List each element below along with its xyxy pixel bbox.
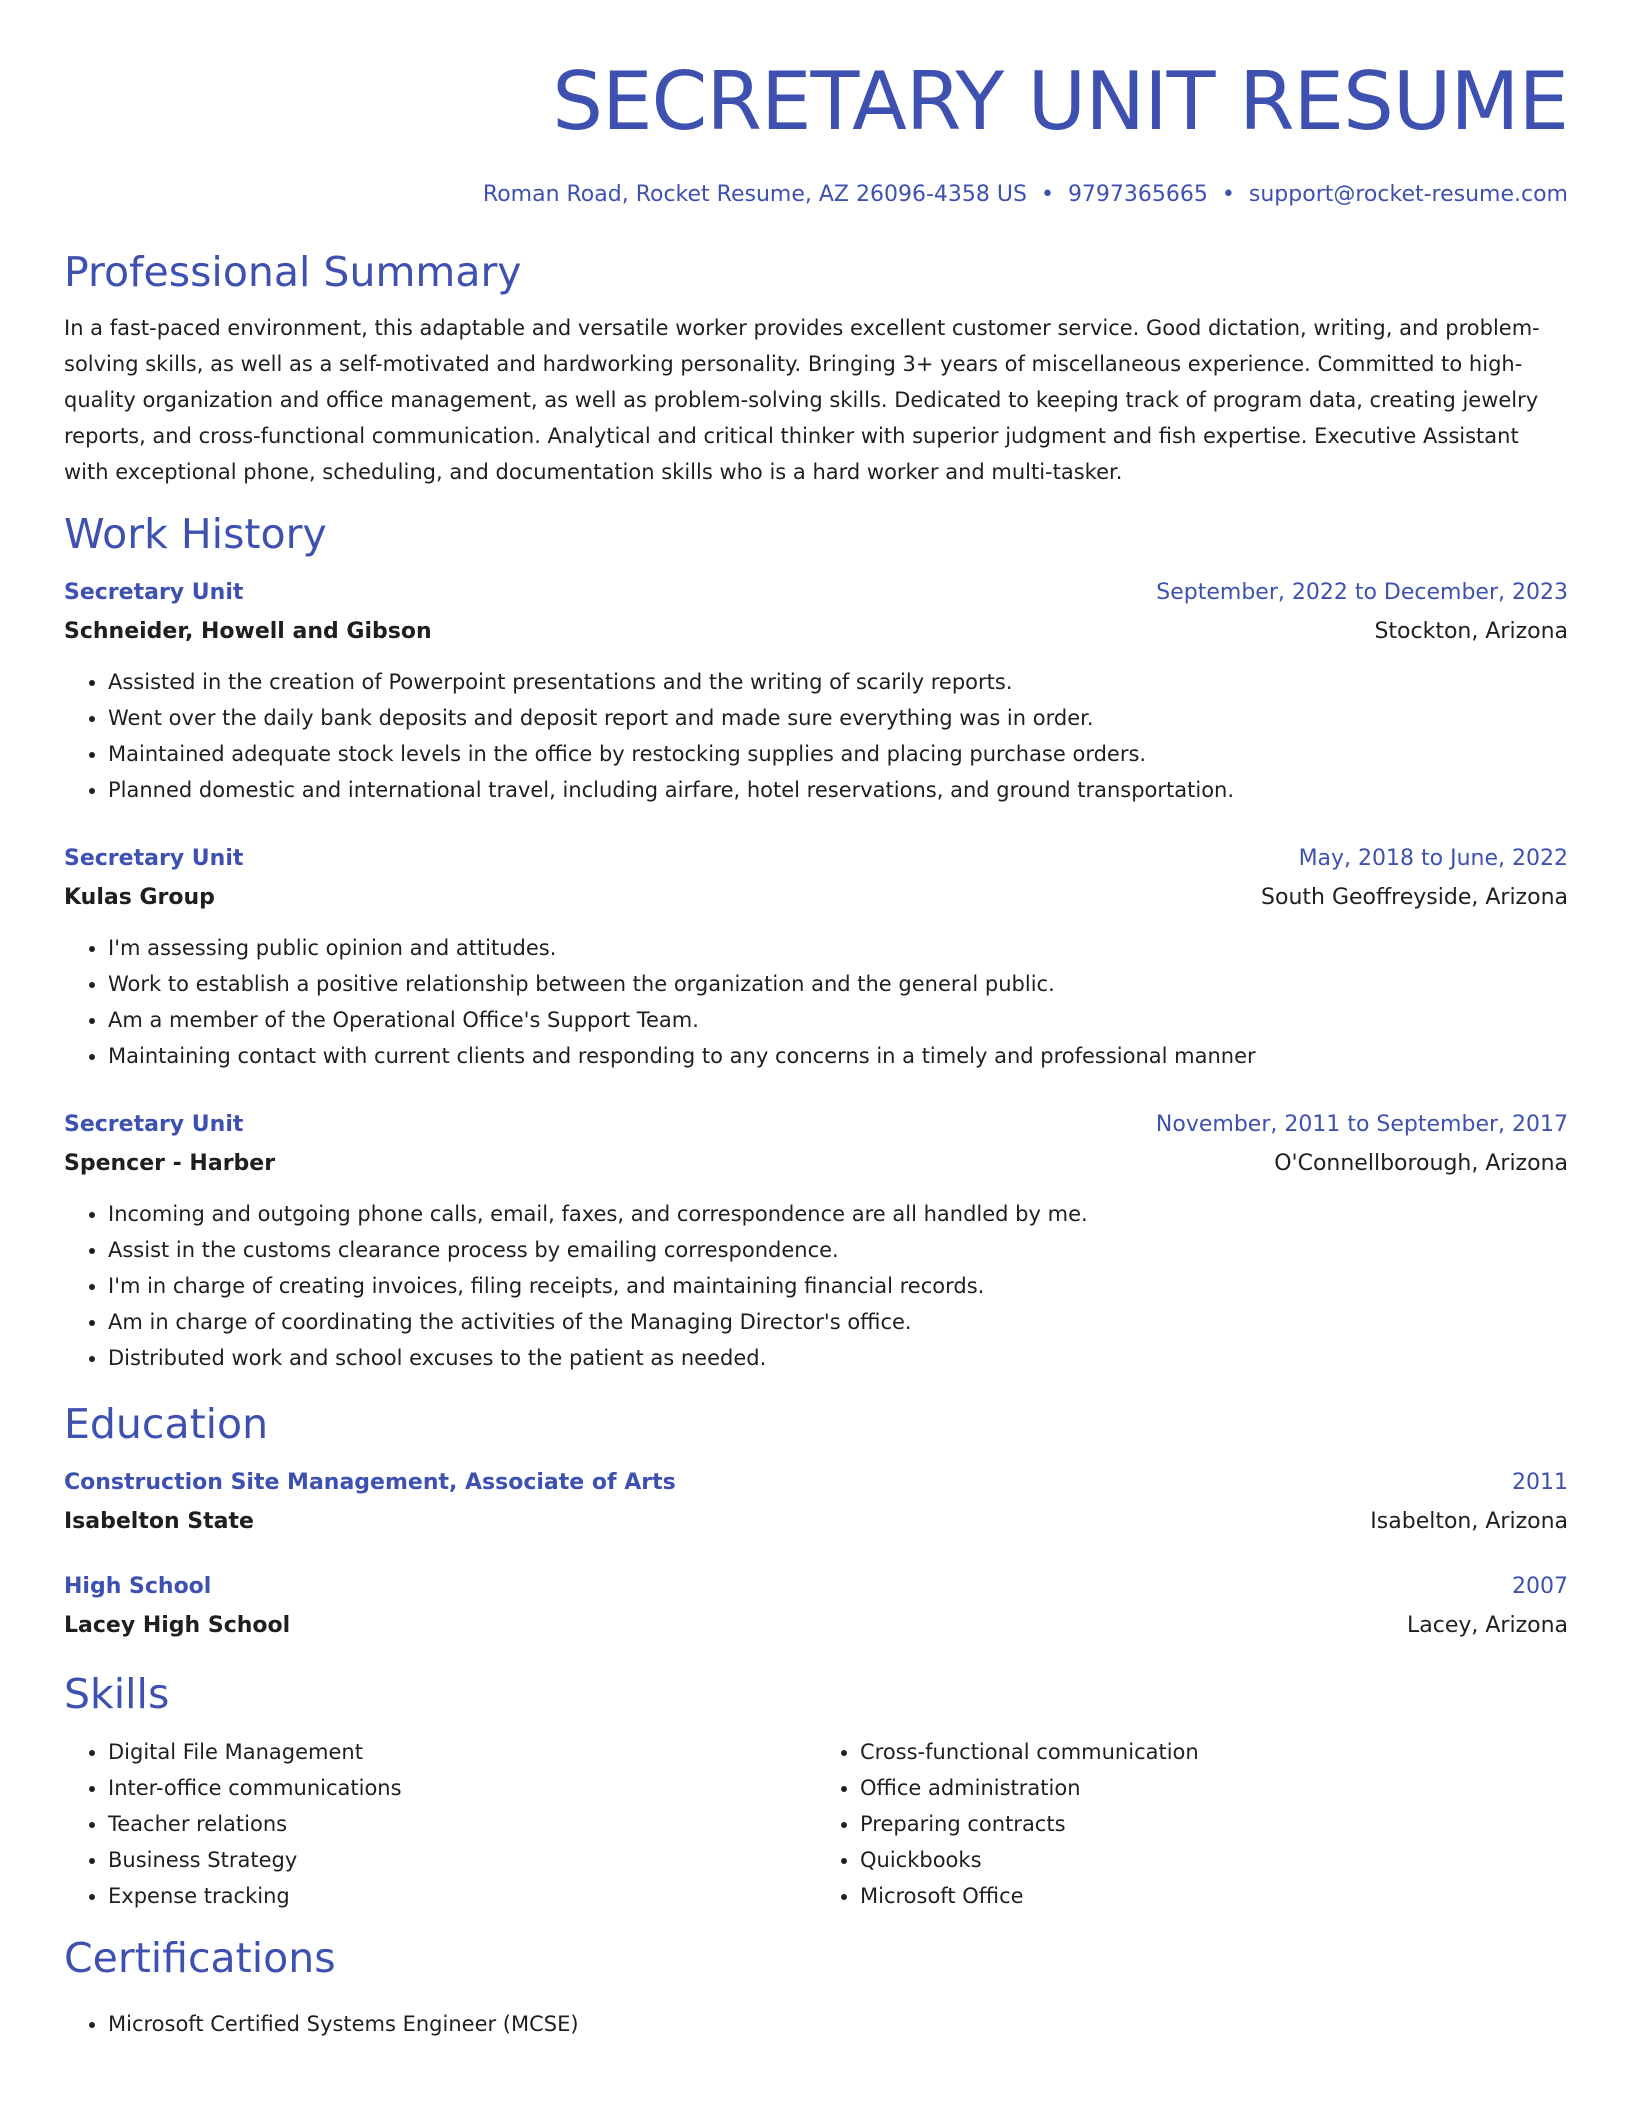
education-school: Isabelton State (64, 1509, 254, 1534)
job-role: Secretary Unit (64, 846, 244, 871)
education-degree: Construction Site Management, Associate of Arts (64, 1470, 676, 1495)
job-location: South Geoffreyside, Arizona (1261, 885, 1568, 910)
job-dates: November, 2011 to September, 2017 (1155, 1112, 1568, 1137)
education-degree: High School (64, 1574, 212, 1599)
education-entry (64, 1568, 1568, 1646)
skills-section (64, 1668, 1568, 1914)
job-role: Secretary Unit (64, 1112, 244, 1137)
contact-separator: • (1040, 182, 1054, 207)
education-entry (64, 1464, 1568, 1542)
skills-list-left (64, 1734, 816, 1914)
job-bullet: • Am a member of the Operational Office's Support Team. (108, 1002, 1568, 1038)
skill-item: • Teacher relations (108, 1806, 816, 1842)
job-bullet: • Maintained adequate stock levels in the office by restocking supplies and placing purchase orders. (108, 736, 1568, 772)
skills-grid (64, 1734, 1568, 1914)
job-bullet: • Assisted in the creation of Powerpoint presentations and the writing of scarily reports. (108, 664, 1568, 700)
resume-header (64, 0, 1568, 210)
job-company: Schneider, Howell and Gibson (64, 619, 432, 644)
contact-separator: • (1221, 182, 1235, 207)
job-bullet: • Maintaining contact with current clients and responding to any concerns in a timely and professional manner (108, 1038, 1568, 1074)
job-location: O'Connellborough, Arizona (1274, 1151, 1568, 1176)
certifications-list (64, 2006, 1568, 2042)
skills-heading: Skills (64, 1670, 170, 1718)
skill-item: • Digital File Management (108, 1734, 816, 1770)
skills-list-right (816, 1734, 1568, 1914)
education-location: Isabelton, Arizona (1370, 1509, 1568, 1534)
contact-line (64, 180, 1568, 210)
job-dates: September, 2022 to December, 2023 (1156, 580, 1568, 605)
job-bullet: • Planned domestic and international travel, including airfare, hotel reservations, and ground transportation. (108, 772, 1568, 808)
job-bullet: • Am in charge of coordinating the activities of the Managing Director's office. (108, 1304, 1568, 1340)
work-heading: Work History (64, 510, 327, 558)
work-section (64, 508, 1568, 1376)
job-bullet: • Distributed work and school excuses to the patient as needed. (108, 1340, 1568, 1376)
education-location: Lacey, Arizona (1406, 1613, 1568, 1638)
work-entry (64, 840, 1568, 1074)
work-entry (64, 1106, 1568, 1376)
summary-section (64, 246, 1568, 490)
job-bullets (64, 930, 1568, 1074)
skill-item: • Microsoft Office (860, 1878, 1568, 1914)
job-bullet: • I'm in charge of creating invoices, filing receipts, and maintaining financial records. (108, 1268, 1568, 1304)
resume-name: SECRETARY UNIT RESUME (552, 55, 1568, 148)
education-year: 2007 (1512, 1574, 1568, 1599)
job-bullet: • I'm assessing public opinion and attitudes. (108, 930, 1568, 966)
skill-item: • Preparing contracts (860, 1806, 1568, 1842)
education-section (64, 1398, 1568, 1646)
certifications-heading: Certifications (64, 1934, 336, 1982)
skill-item: • Expense tracking (108, 1878, 816, 1914)
skill-item: • Inter-office communications (108, 1770, 816, 1806)
work-entry (64, 574, 1568, 808)
job-role: Secretary Unit (64, 580, 244, 605)
certifications-section (64, 1932, 1568, 2042)
certification-item: • Microsoft Certified Systems Engineer (MCSE) (108, 2006, 1568, 2042)
job-bullets (64, 1196, 1568, 1376)
skill-item: • Cross-functional communication (860, 1734, 1568, 1770)
job-dates: May, 2018 to June, 2022 (1298, 846, 1568, 871)
skill-item: • Business Strategy (108, 1842, 816, 1878)
job-bullet: • Incoming and outgoing phone calls, email, faxes, and correspondence are all handled by me. (108, 1196, 1568, 1232)
contact-email: support@rocket-resume.com (1248, 182, 1568, 207)
education-heading: Education (64, 1400, 269, 1448)
education-school: Lacey High School (64, 1613, 291, 1638)
job-company: Spencer - Harber (64, 1151, 276, 1176)
education-year: 2011 (1512, 1470, 1568, 1495)
job-bullet: • Assist in the customs clearance process by emailing correspondence. (108, 1232, 1568, 1268)
job-bullet: • Went over the daily bank deposits and deposit report and made sure everything was in order. (108, 700, 1568, 736)
contact-address: Roman Road, Rocket Resume, AZ 26096-4358 US (482, 182, 1027, 207)
contact-phone: 9797365665 (1067, 182, 1208, 207)
job-bullets (64, 664, 1568, 808)
summary-heading: Professional Summary (64, 248, 522, 296)
summary-text: In a fast-paced environment, this adaptable and versatile worker provides excellent customer service. Good dictation, writing, and problem-solving skills, as well as a self-motivated and hardworking personality. Bringing 3+ years of miscellaneous experience. Committed to high-quality organization and office management, as well as problem-solving skills. Dedicated to keeping track of program data, creating jewelry reports, and cross-functional communication. Analytical and critical thinker with superior judgment and fish expertise. Executive Assistant with exceptional phone, scheduling, and documentation skills who is a hard worker and multi-tasker. (64, 316, 1540, 484)
job-bullet: • Work to establish a positive relationship between the organization and the general public. (108, 966, 1568, 1002)
skill-item: • Office administration (860, 1770, 1568, 1806)
job-company: Kulas Group (64, 885, 215, 910)
skill-item: • Quickbooks (860, 1842, 1568, 1878)
job-location: Stockton, Arizona (1374, 619, 1568, 644)
